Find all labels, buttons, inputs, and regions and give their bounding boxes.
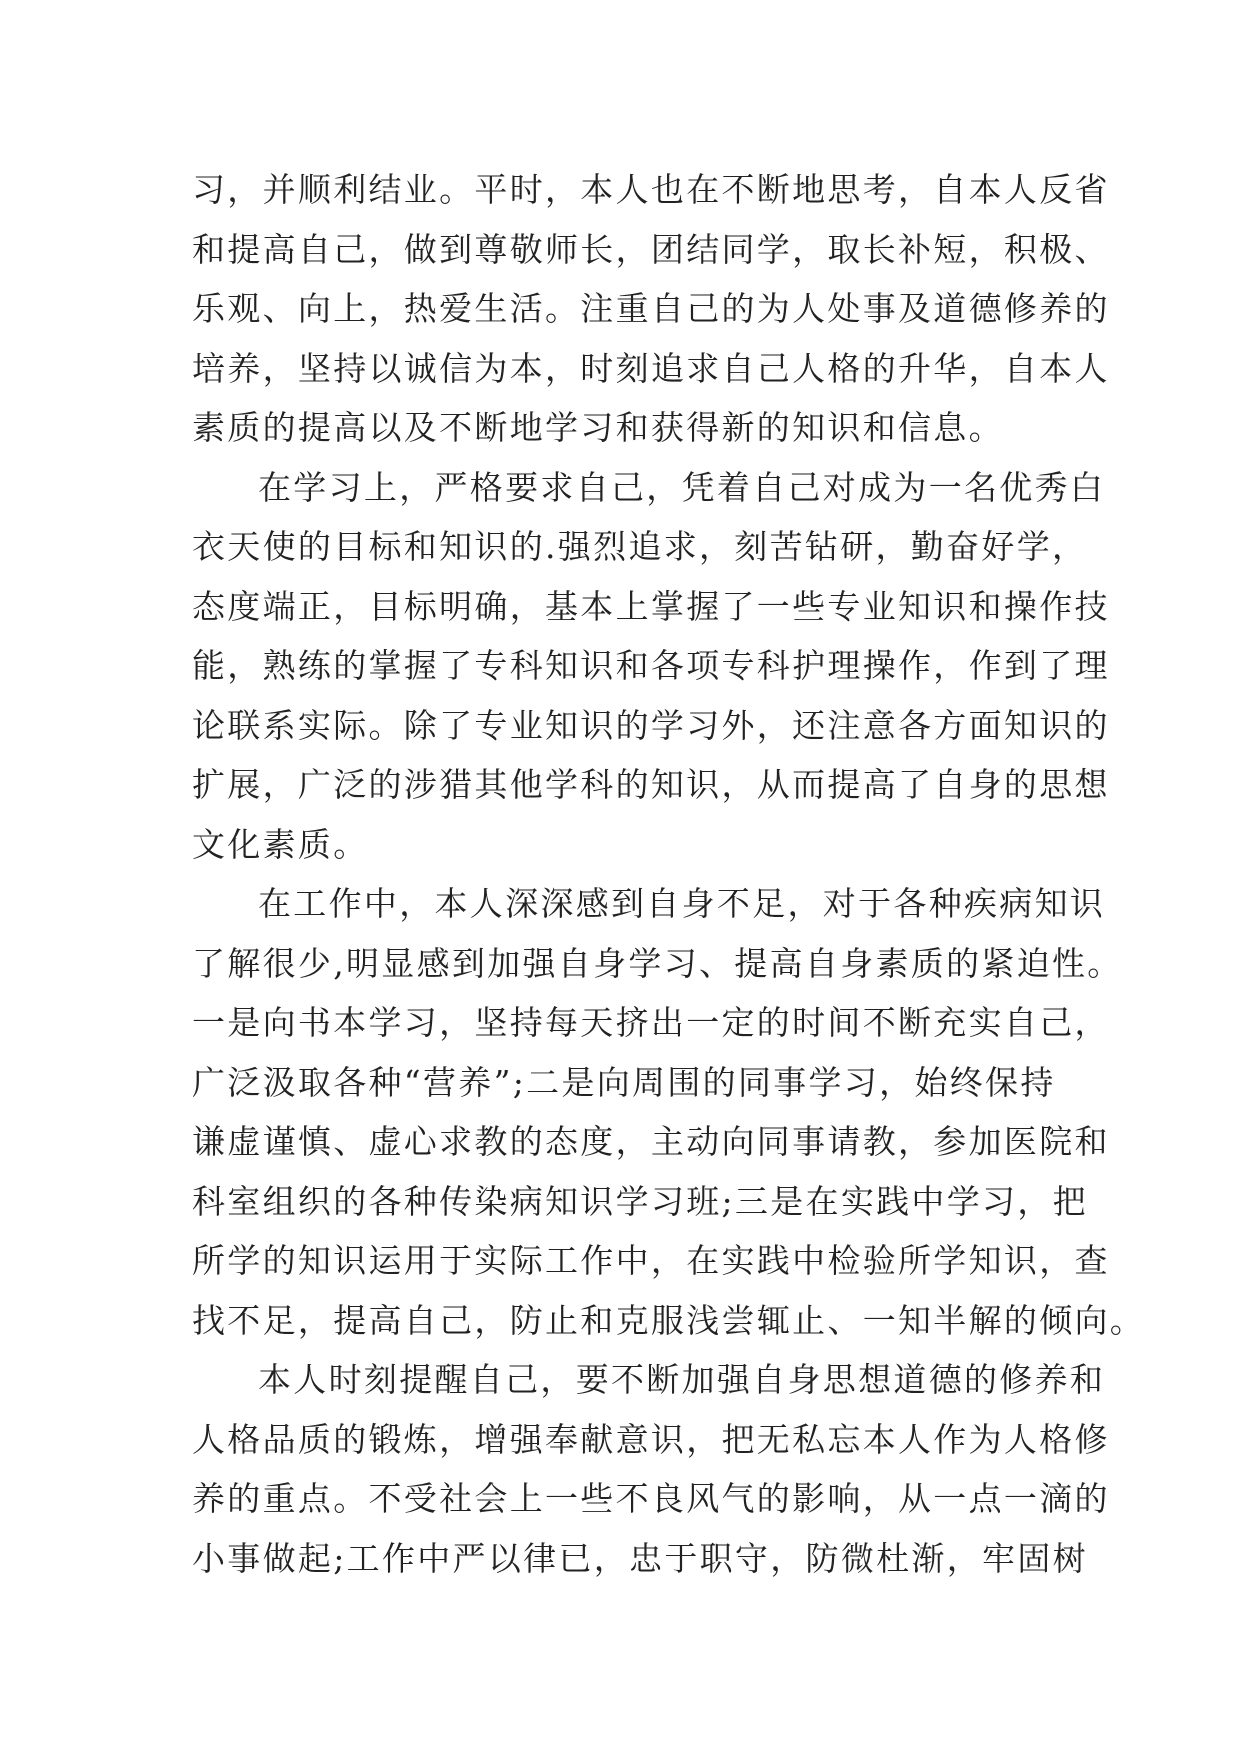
- text-line: 小事做起;工作中严以律已，忠于职守，防微杜渐，牢固树: [192, 1538, 1088, 1578]
- text-line: 素质的提高以及不断地学习和获得新的知识和信息。: [192, 408, 1004, 447]
- text-line: 乐观、向上，热爱生活。注重自己的为人处事及道德修养的: [192, 289, 1110, 328]
- text-line: 在工作中，本人深深感到自身不足，对于各种疾病知识: [258, 884, 1106, 923]
- text-line: 培养，坚持以诚信为本，时刻追求自己人格的升华，自本人: [192, 348, 1110, 388]
- text-line: 本人时刻提醒自己，要不断加强自身思想道德的修养和: [258, 1360, 1106, 1399]
- text-line: 在学习上，严格要求自己，凭着自己对成为一名优秀白: [258, 467, 1106, 507]
- body-text: [192, 160, 1146, 1588]
- text-line: 找不足，提高自己，防止和克服浅尝辄止、一知半解的倾向。: [192, 1300, 1146, 1340]
- text-line: 和提高自己，做到尊敬师长，团结同学，取长补短，积极、: [192, 229, 1110, 269]
- text-line: 了解很少,明显感到加强自身学习、提高自身素质的紧迫性。: [192, 943, 1123, 983]
- text-line: 广泛汲取各种“营养”;二是向周围的同事学习，始终保持: [192, 1062, 1056, 1102]
- text-line: 扩展，广泛的涉猎其他学科的知识，从而提高了自身的思想: [192, 765, 1110, 804]
- text-line: 人格品质的锻炼，增强奉献意识，把无私忘本人作为人格修: [192, 1419, 1110, 1459]
- text-line: 养的重点。不受社会上一些不良风气的影响，从一点一滴的: [192, 1479, 1110, 1518]
- text-line: 谦虚谨慎、虚心求教的态度，主动向同事请教，参加医院和: [192, 1122, 1110, 1161]
- text-line: 习，并顺利结业。平时，本人也在不断地思考，自本人反省: [192, 170, 1110, 209]
- text-line: 论联系实际。除了专业知识的学习外，还注意各方面知识的: [192, 705, 1110, 745]
- text-line: 科室组织的各种传染病知识学习班;三是在实践中学习，把: [192, 1181, 1088, 1221]
- text-line: 一是向书本学习，坚持每天挤出一定的时间不断充实自己，: [192, 1003, 1110, 1042]
- text-line: 衣天使的目标和知识的.强烈追求，刻苦钻研，勤奋好学，: [192, 527, 1088, 566]
- text-line: 所学的知识运用于实际工作中，在实践中检验所学知识，查: [192, 1241, 1110, 1280]
- text-line: 能，熟练的掌握了专科知识和各项专科护理操作，作到了理: [192, 646, 1110, 685]
- text-line: 态度端正，目标明确，基本上掌握了一些专业知识和操作技: [192, 586, 1110, 626]
- text-line: 文化素质。: [192, 824, 369, 864]
